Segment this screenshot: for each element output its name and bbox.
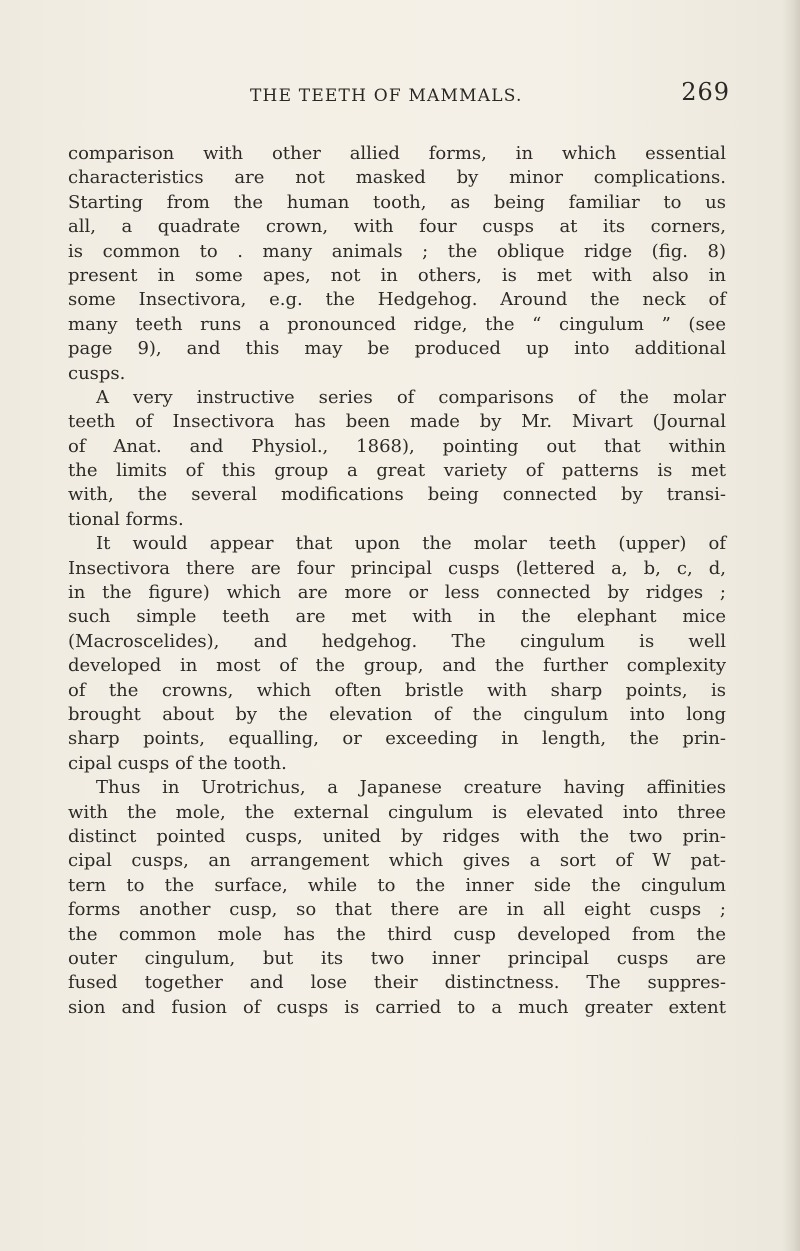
text-line: forms another cusp, so that there are in all eight cusps ; [68, 899, 726, 921]
text-line: cipal cusps, an arrangement which gives a sort of W pat- [68, 850, 726, 872]
text-line: the common mole has the third cusp developed from the [68, 923, 726, 945]
text-line: sharp points, equalling, or exceeding in length, the prin- [68, 728, 726, 750]
text-line: cipal cusps of the tooth. [68, 752, 287, 774]
text-line: outer cingulum, but its two inner principal cusps are [68, 947, 726, 969]
text-line: A very instructive series of comparisons of the molar [96, 386, 726, 408]
text-line: tern to the surface, while to the inner side the cingulum [68, 874, 726, 896]
page-edge-shadow [782, 0, 800, 1251]
text-line: the limits of this group a great variety of patterns is met [68, 460, 726, 482]
text-line: developed in most of the group, and the further complexity [68, 655, 726, 677]
text-line: comparison with other allied forms, in which essential [68, 143, 726, 164]
text-line: distinct pointed cusps, united by ridges with the two prin- [68, 825, 726, 847]
text-line: such simple teeth are met with in the elephant mice [68, 606, 726, 628]
text-line: with, the several modifications being connected by transi- [68, 484, 726, 506]
text-line: of Anat. and Physiol., 1868), pointing out that within [68, 435, 726, 457]
text-line: tional forms. [68, 508, 184, 530]
text-line: characteristics are not masked by minor complications. [68, 167, 726, 189]
text-line: Starting from the human tooth, as being familiar to us [68, 191, 726, 213]
text-line: page 9), and this may be produced up into additional [68, 338, 726, 360]
text-line: It would appear that upon the molar teeth (upper) of [96, 533, 726, 555]
text-line: Insectivora there are four principal cusps (lettered a, b, c, d, [68, 557, 726, 579]
text-line: with the mole, the external cingulum is elevated into three [68, 801, 726, 823]
text-line: (Macroscelides), and hedgehog. The cingulum is well [68, 630, 726, 652]
text-line: brought about by the elevation of the cingulum into long [68, 703, 726, 725]
text-line: cusps. [68, 362, 126, 384]
text-line: many teeth runs a pronounced ridge, the “ cingulum ” (see [68, 313, 726, 335]
text-line: Thus in Urotrichus, a Japanese creature having affinities [96, 777, 726, 799]
text-line: is common to . many animals ; the oblique ridge (fig. 8) [68, 240, 726, 262]
text-line: teeth of Insectivora has been made by Mr. Mivart (Journal [68, 411, 726, 433]
page-header [250, 78, 730, 118]
text-line: in the figure) which are more or less connected by ridges ; [68, 582, 726, 604]
text-line: some Insectivora, e.g. the Hedgehog. Around the neck of [68, 289, 726, 311]
text-line: present in some apes, not in others, is met with also in [68, 264, 726, 286]
text-line: all, a quadrate crown, with four cusps at its corners, [68, 216, 726, 238]
text-line: sion and fusion of cusps is carried to a much greater extent [68, 996, 726, 1018]
text-line: of the crowns, which often bristle with sharp points, is [68, 679, 726, 701]
page-number: 269 [681, 78, 730, 106]
text-line: fused together and lose their distinctness. The suppres- [68, 972, 726, 994]
body-text [68, 142, 726, 1020]
running-title: THE TEETH OF MAMMALS. [250, 86, 523, 106]
